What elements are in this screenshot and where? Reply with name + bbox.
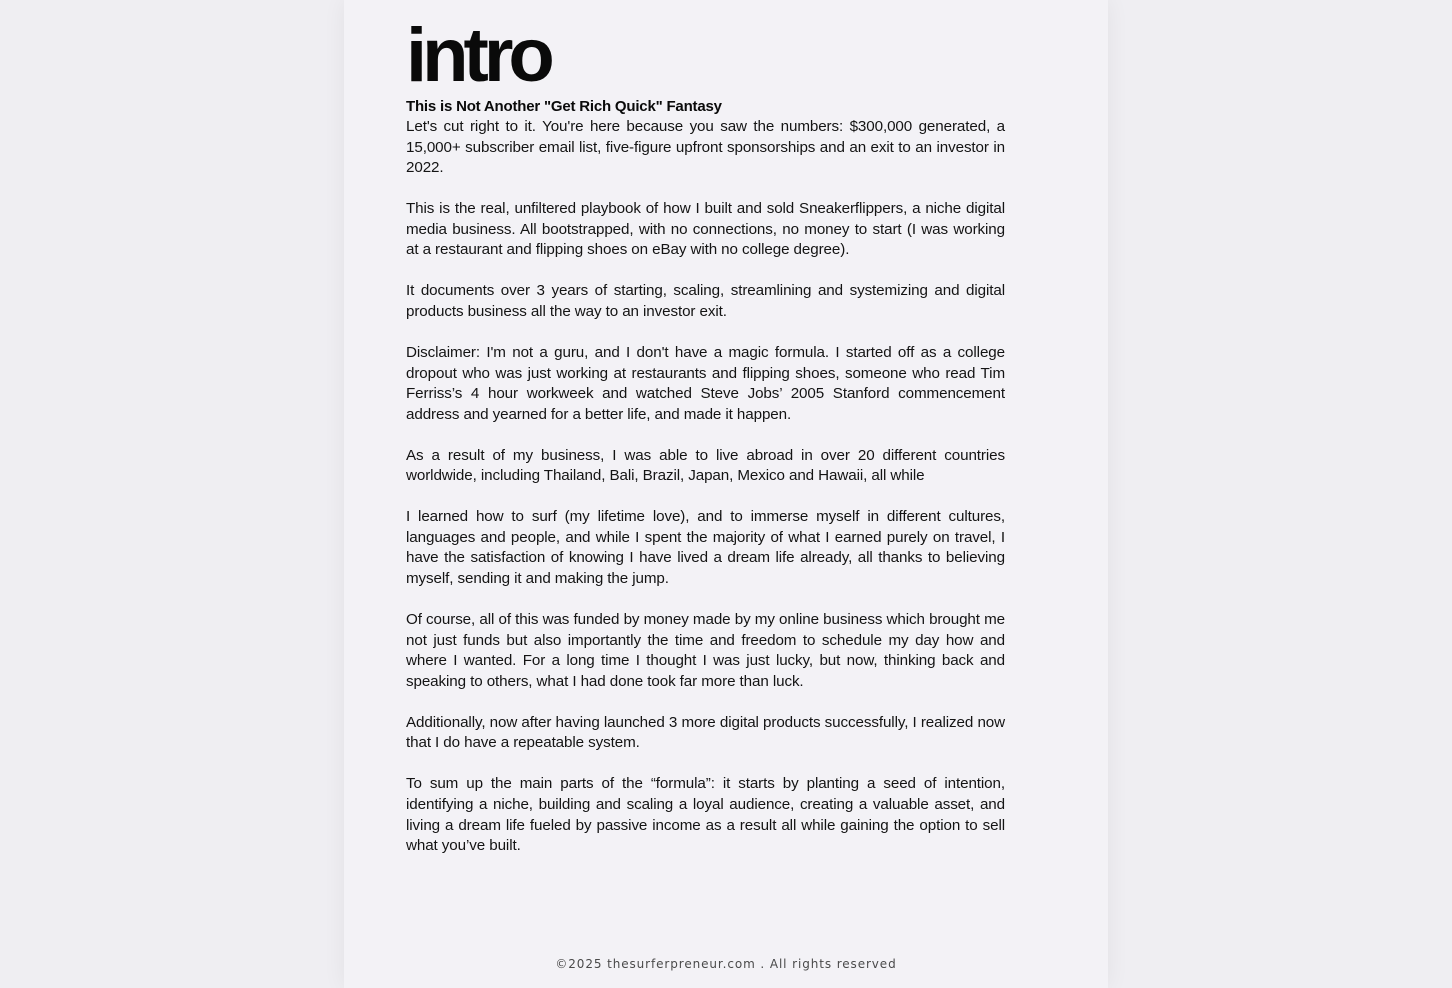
section-subtitle: This is Not Another "Get Rich Quick" Fantasy	[406, 98, 722, 115]
page-title: intro	[406, 13, 550, 98]
paragraph-funding: Of course, all of this was funded by money made by my online business which brought me not just funds but also importantly the time and freedom to schedule my day how and where I wanted. For a long time I thought I was just lucky, but now, thinking back and speaking to others, what I had done took far more than luck.	[406, 611, 1005, 690]
page-content	[406, 13, 1005, 857]
paragraph-repeatable: Additionally, now after having launched 3 more digital products successfully, I realized now that I do have a repeatable system.	[406, 713, 1005, 752]
document-page	[344, 0, 1108, 988]
paragraph-formula: To sum up the main parts of the “formula”: it starts by planting a seed of intention, identifying a niche, building and scaling a loyal audience, creating a valuable asset, and living a dream life fueled by passive income as a result all while gaining the option to sell what you’ve built.	[406, 775, 1005, 855]
copyright-footer: ©2025 thesurferpreneur.com . All rights reserved	[555, 957, 897, 971]
paragraph-numbers: Let's cut right to it. You're here because you saw the numbers: $300,000 generated, a 15,000+ subscriber email list, five-figure upfront sponsorships and an exit to an investor in 2022.	[406, 118, 1005, 177]
paragraph-documents: It documents over 3 years of starting, scaling, streamlining and systemizing and digital products business all the way to an investor exit.	[406, 282, 1005, 320]
paragraph-abroad: As a result of my business, I was able to live abroad in over 20 different countries worldwide, including Thailand, Bali, Brazil, Japan, Mexico and Hawaii, all while	[406, 446, 1005, 485]
paragraph-disclaimer: Disclaimer: I'm not a guru, and I don't have a magic formula. I started off as a college dropout who was just working at restaurants and flipping shoes, someone who read Tim Ferriss’s 4 hour workweek and watched Steve Jobs’ 2005 Stanford commencement address and yearned for a better life, and made it happen.	[406, 343, 1005, 423]
paragraph-surf: I learned how to surf (my lifetime love), and to immerse myself in different cultures, languages and people, and while I spent the majority of what I earned purely on travel, I have the satisfaction of knowing I have lived a dream life already, all thanks to believing myself, sending it and making the jump.	[406, 508, 1005, 588]
paragraph-playbook: This is the real, unfiltered playbook of how I built and sold Sneakerflippers, a niche digital media business. All bootstrapped, with no connections, no money to start (I was working at a restaurant and flipping shoes on eBay with no college degree).	[406, 200, 1005, 259]
